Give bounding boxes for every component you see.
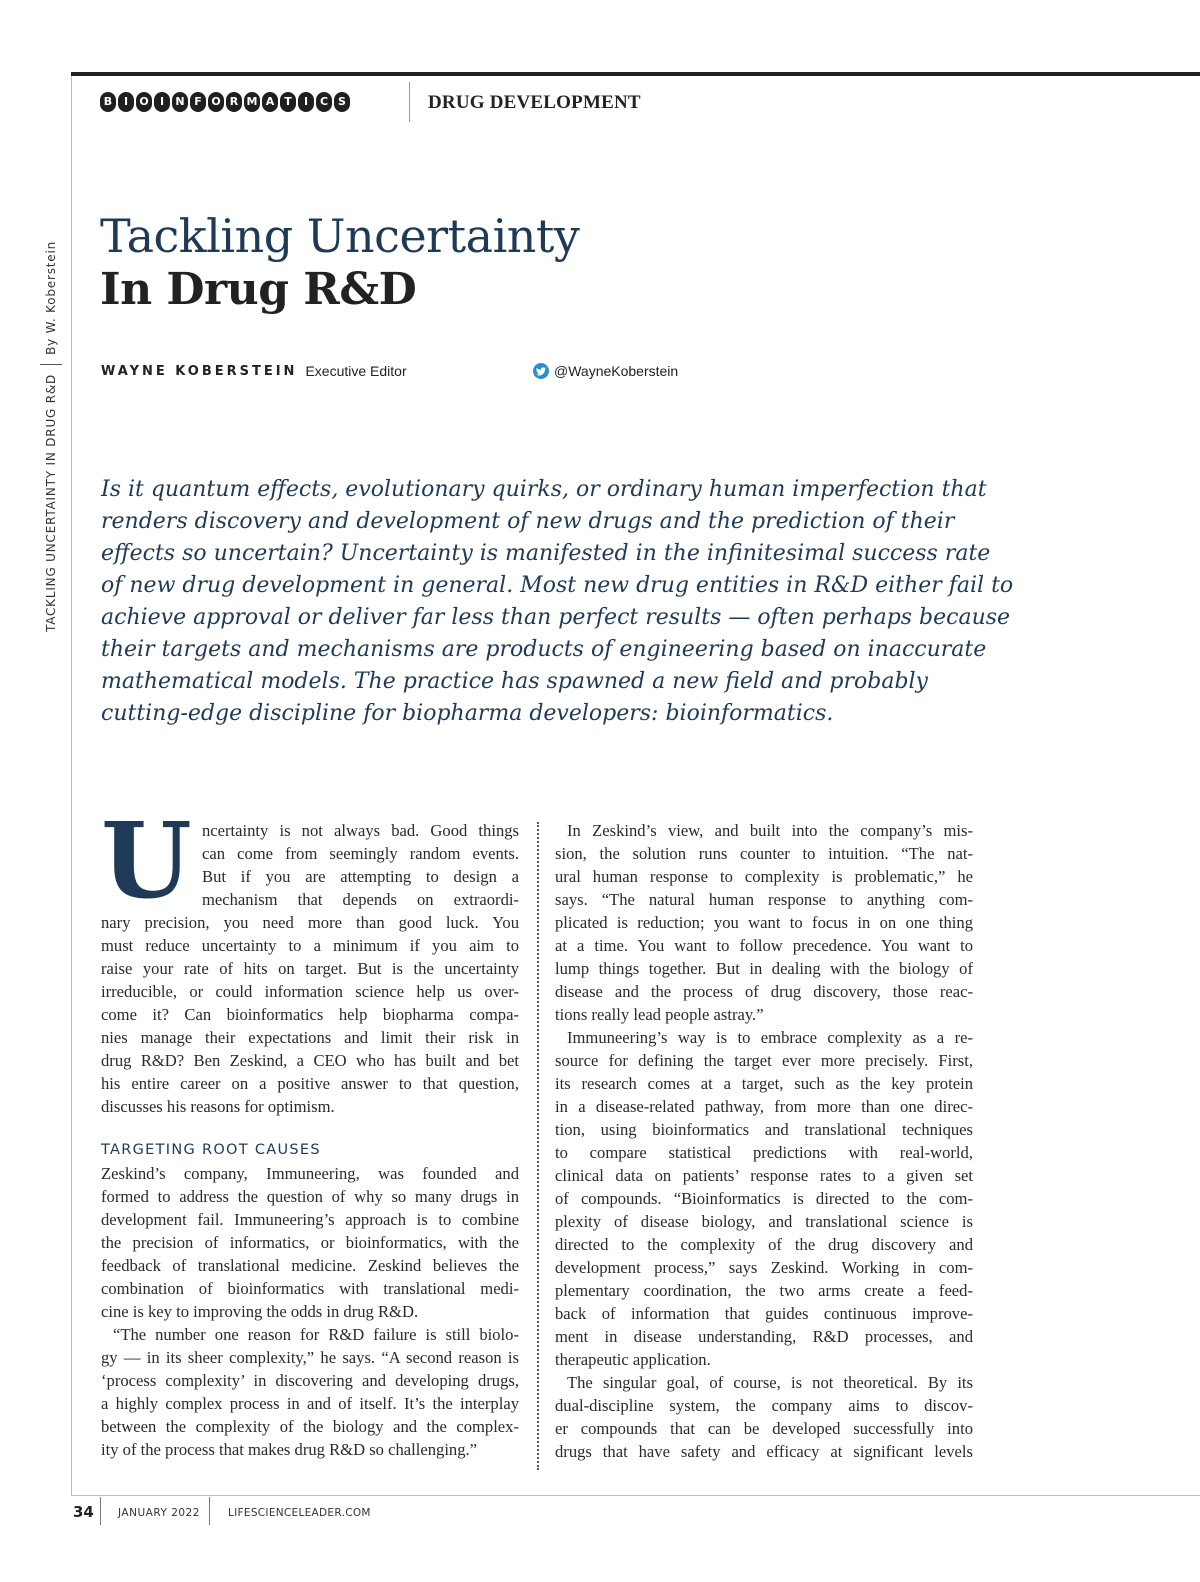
text-line: source for defining the target ever more precisely. First, [555,1051,973,1070]
paragraph-immuneering-way [555,1026,973,1371]
section-label-letter: I [118,92,134,112]
intro-paragraph [101,911,519,1118]
text-line: drugs that have safety and efficacy at significant levels [555,1442,973,1461]
sidebar-running-head [39,212,63,632]
text-line: therapeutic application. [555,1350,711,1369]
dek-line: achieve approval or deliver far less than perfect results — often perhaps because [101,605,1011,630]
text-line: plexity of disease biology, and translational science is [555,1212,973,1231]
text-line: between the complexity of the biology and the complex- [101,1417,519,1436]
text-line: Zeskind’s company, Immuneering, was founded and [101,1164,519,1183]
paragraph-failure-quote [101,1323,519,1461]
section-label-letter: A [262,92,278,112]
text-line: tions really lead people astray.” [555,1005,764,1024]
text-line: must reduce uncertainty to a minimum if you aim to [101,936,519,955]
text-line: Immuneering’s way is to embrace complexity as a re- [567,1028,973,1047]
sidebar-byline: By W. Koberstein [44,241,58,355]
text-line: at a time. You want to follow precedence. You want to [555,936,973,955]
dek-line: Is it quantum effects, evolutionary quirks, or ordinary human imperfection that [101,477,987,502]
text-line: to compare statistical predictions with real-world, [555,1143,973,1162]
text-line: irreducible, or could information science help us over- [101,982,519,1001]
section-label-letter: I [154,92,170,112]
dek-line: mathematical models. The practice has spawned a new field and probably [101,669,928,694]
headline-line-1: Tackling Uncertainty [100,209,580,263]
subhead-targeting-root-causes: TARGETING ROOT CAUSES [101,1142,321,1158]
sidebar-separator [40,364,62,365]
text-line: But if you are attempting to design a [202,867,519,886]
text-line: gy — in its sheer complexity,” he says. “A second reason is [101,1348,519,1367]
text-line: ural human response to complexity is problematic,” he [555,867,973,886]
text-line: of compounds. “Bioinformatics is directed to the com- [555,1189,973,1208]
text-line: raise your rate of hits on target. But is the uncertainty [101,959,519,978]
text-line: its research comes at a target, such as the key protein [555,1074,973,1093]
footer-divider [100,1497,101,1525]
text-line: The singular goal, of course, is not theoretical. By its [567,1373,973,1392]
text-line: feedback of translational medicine. Zeskind believes the [101,1256,519,1275]
author-role: Executive Editor [305,363,407,379]
website-link[interactable]: LIFESCIENCELEADER.COM [228,1507,371,1519]
text-line: can come from seemingly random events. [202,844,519,863]
section-label-letter: O [208,92,224,112]
section-label-letter: S [334,92,350,112]
byline [101,363,407,379]
dek-line: their targets and mechanisms are products of engineering based on inaccurate [101,637,987,662]
body-column-left [101,799,519,1461]
text-line: dual-discipline system, the company aims to discov- [555,1396,973,1415]
section-label-letter: M [244,92,260,112]
dek-line: effects so uncertain? Uncertainty is manifested in the infinitesimal success rate [101,541,991,566]
text-line: mechanism that depends on extraordi- [202,890,519,909]
text-line: says. “The natural human response to anything com- [555,890,973,909]
column-divider [537,822,539,1470]
text-line: discusses his reasons for optimism. [101,1097,335,1116]
section-label-letter: F [190,92,206,112]
text-line: development fail. Immuneering’s approach is to combine [101,1210,519,1229]
text-line: disease and the process of drug discovery, those reac- [555,982,973,1001]
author-name: WAYNE KOBERSTEIN [101,363,298,379]
text-line: development process,” says Zeskind. Working in com- [555,1258,973,1277]
dek-line: of new drug development in general. Most new drug entities in R&D either fail to [101,573,1014,598]
issue-date: JANUARY 2022 [118,1507,200,1519]
section-label-letter: C [316,92,332,112]
header-divider [409,82,410,122]
paragraph-company [101,1162,519,1323]
dek-line: cutting-edge discipline for biopharma developers: bioinformatics. [101,701,834,726]
text-line: ment in disease understanding, R&D processes, and [555,1327,973,1346]
dek-line: renders discovery and development of new drugs and the prediction of their [101,509,955,534]
body-column-right [555,819,973,1463]
text-line: formed to address the question of why so many drugs in [101,1187,519,1206]
text-line: cine is key to improving the odds in drug R&D. [101,1302,419,1321]
text-line: directed to the complexity of the drug discovery and [555,1235,973,1254]
section-label-letter: T [280,92,296,112]
text-line: his entire career on a positive answer to that question, [101,1074,519,1093]
text-line: combination of bioinformatics with translational medi- [101,1279,519,1298]
text-line: plicated is reduction; you want to focus in on one thing [555,913,973,932]
section-label-letter: I [298,92,314,112]
drop-cap: U [101,799,192,922]
twitter-bird-icon [533,363,549,379]
text-line: ncertainty is not always bad. Good things [202,821,519,840]
text-line: sion, the solution runs counter to intuition. “The nat- [555,844,973,863]
text-line: drug R&D? Ben Zeskind, a CEO who has built and bet [101,1051,519,1070]
text-line: ‘process complexity’ in discovering and developing drugs, [101,1371,519,1390]
text-line: a highly complex process in and of itself. It’s the interplay [101,1394,519,1413]
headline-line-2: In Drug R&D [100,264,417,315]
section-label-letter: B [100,92,116,112]
sidebar-article-title: TACKLING UNCERTAINTY IN DRUG R&D [44,373,58,632]
section-label-bioinformatics [100,92,350,112]
text-line: nies manage their expectations and limit their risk in [101,1028,519,1047]
section-label-letter: O [136,92,152,112]
text-line: plementary coordination, the two arms create a feed- [555,1281,973,1300]
text-line: in a disease-related pathway, from more than one direc- [555,1097,973,1116]
text-line: come it? Can bioinformatics help biopharma compa- [101,1005,519,1024]
twitter-handle-text: @WayneKoberstein [554,363,679,379]
text-line: the precision of informatics, or bioinformatics, with the [101,1233,519,1252]
left-margin-rule [71,76,72,1496]
text-line: lump things together. But in dealing with the biology of [555,959,973,978]
footer-divider [209,1497,210,1525]
article-dek [101,474,1014,730]
section-title: DRUG DEVELOPMENT [428,92,641,113]
page-number: 34 [73,1503,94,1521]
section-label-letter: N [172,92,188,112]
text-line: “The number one reason for R&D failure is still biolo- [113,1325,519,1344]
twitter-handle[interactable] [533,363,678,379]
text-line: ity of the process that makes drug R&D so challenging.” [101,1440,478,1459]
top-rule [71,72,1200,76]
paragraph-zeskind-view [555,819,973,1026]
bottom-rule [71,1495,1200,1496]
section-label-letter: R [226,92,242,112]
text-line: tion, using bioinformatics and translational techniques [555,1120,973,1139]
text-line: nary precision, you need more than good luck. You [101,913,519,932]
text-line: In Zeskind’s view, and built into the company’s mis- [567,821,973,840]
text-line: back of information that guides continuous improve- [555,1304,973,1323]
text-line: er compounds that can be developed successfully into [555,1419,973,1438]
text-line: clinical data on patients’ response rates to a given set [555,1166,973,1185]
paragraph-singular-goal [555,1371,973,1463]
